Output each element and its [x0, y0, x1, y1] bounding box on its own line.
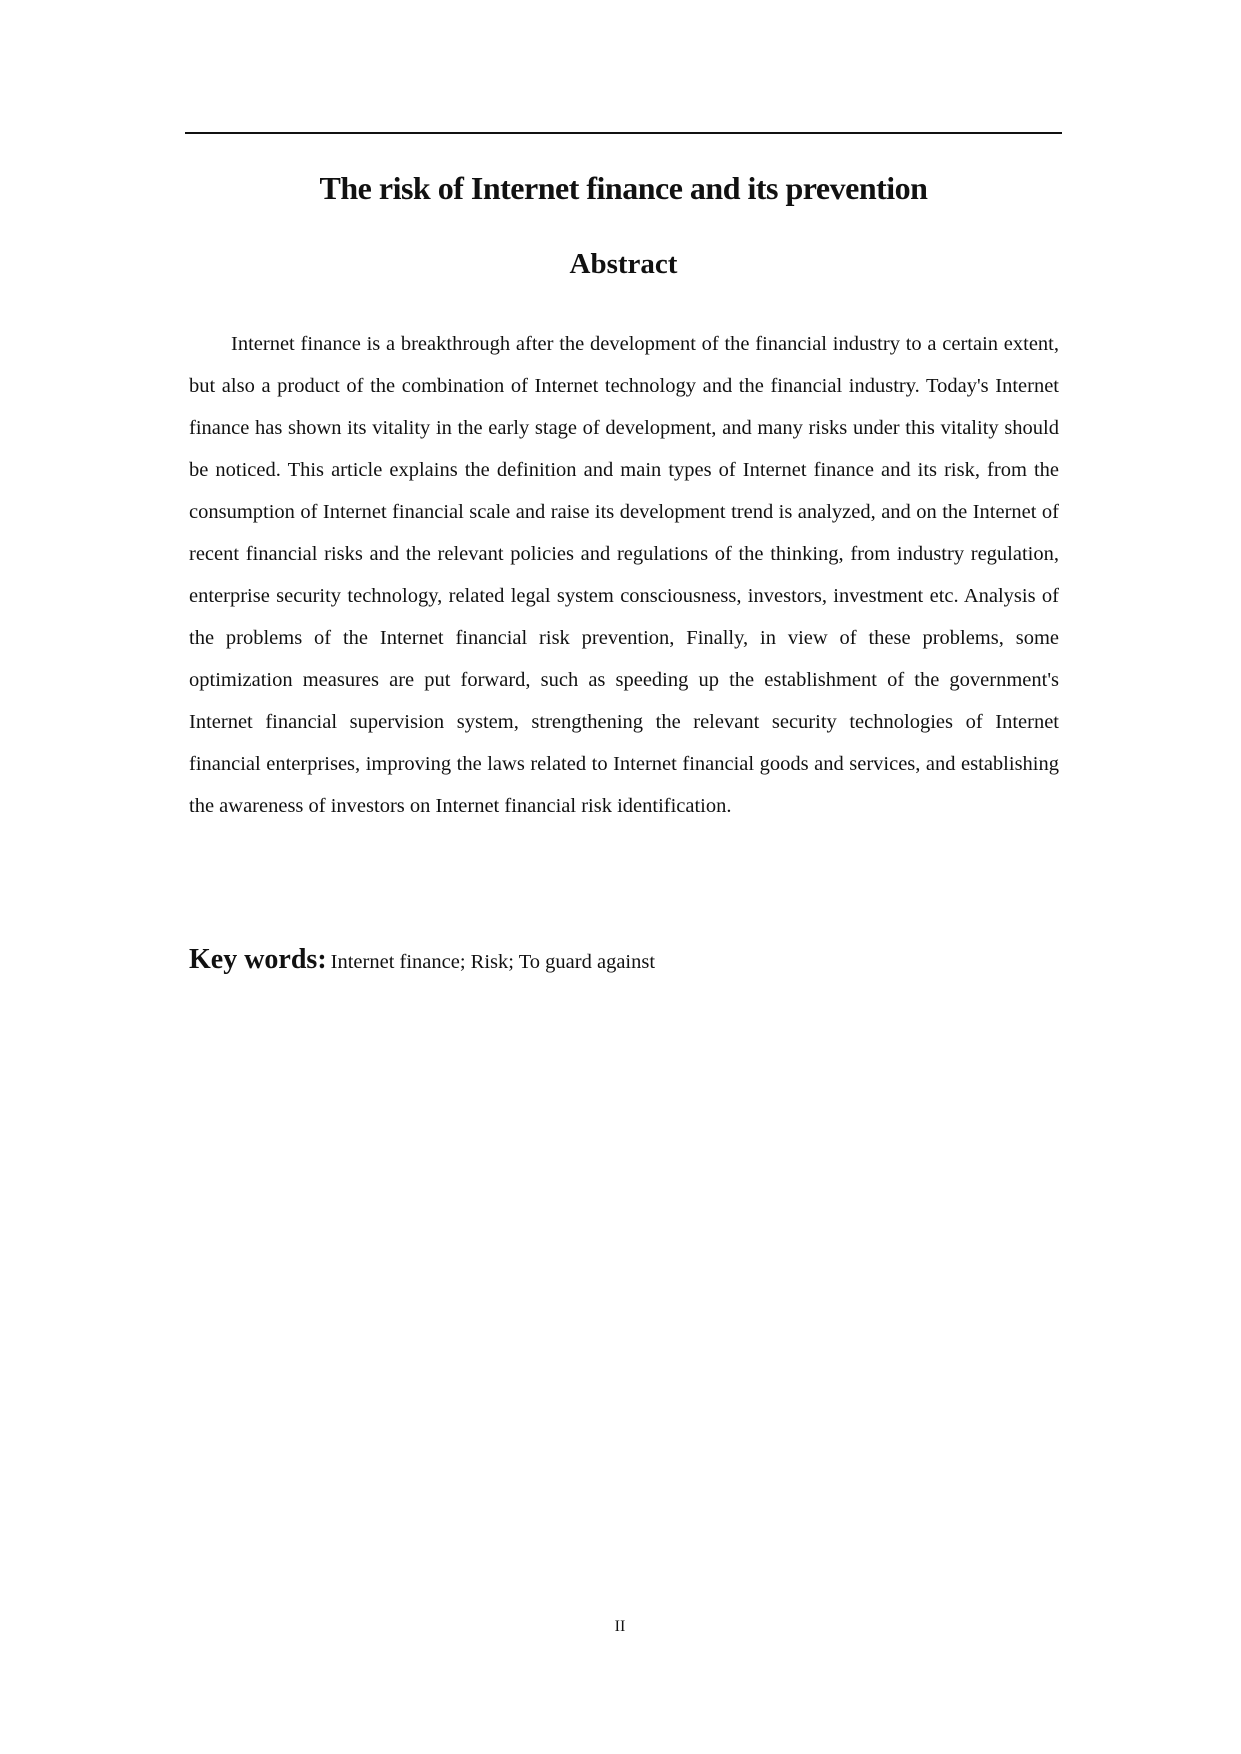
keywords-line	[189, 940, 1059, 984]
abstract-heading: Abstract	[569, 248, 678, 280]
keywords-text: Internet finance; Risk; To guard against	[330, 951, 656, 973]
abstract-paragraph: Internet finance is a breakthrough after the development of the financial industry to a certain extent, but also a product of the combination of Internet technology and the financial industry. Today's Internet finance has shown its vitality in the early stage of development, and many risks under this vitality should be noticed. This article explains the definition and main types of Internet finance and its risk, from the consumption of Internet financial scale and raise its development trend is analyzed, and on the Internet of recent financial risks and the relevant policies and regulations of the thinking, from industry regulation, enterprise security technology, related legal system consciousness, investors, investment etc. Analysis of the problems of the Internet financial risk prevention, Finally, in view of these problems, some optimization measures are put forward, such as speeding up the establishment of the government's Internet financial supervision system, strengthening the relevant security technologies of Internet financial enterprises, improving the laws related to Internet financial goods and services, and establishing the awareness of investors on Internet financial risk identification.	[189, 333, 1059, 817]
keywords-label: Key words:	[189, 944, 327, 975]
paper-title: The risk of Internet finance and its prevention	[319, 170, 928, 206]
page-number: II	[614, 1618, 626, 1635]
header-rule	[185, 132, 1062, 134]
